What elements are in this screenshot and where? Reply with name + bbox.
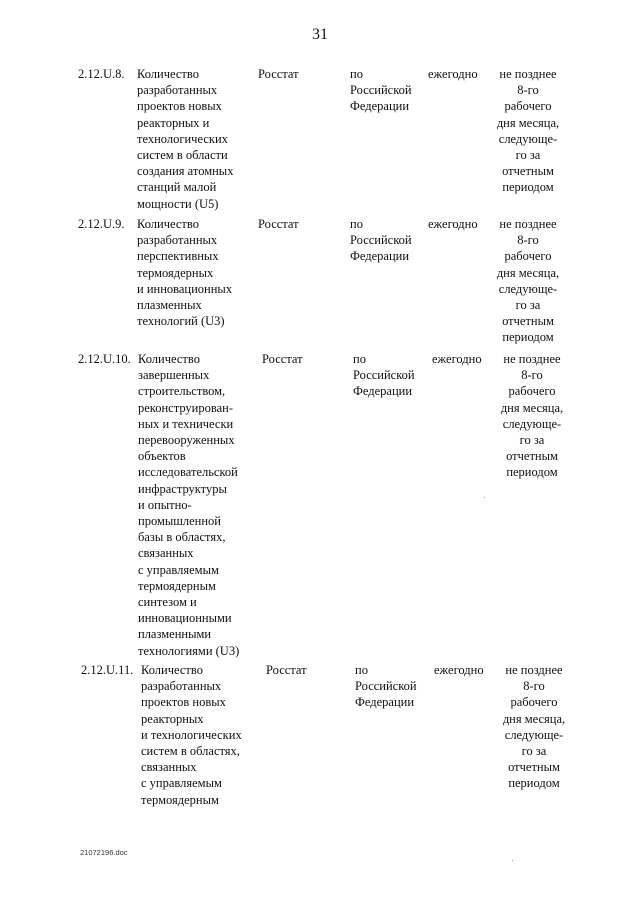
deadline-line: го за — [515, 298, 541, 313]
deadline-line: периодом — [502, 180, 554, 195]
deadline-line: дня месяца, — [496, 115, 560, 130]
aggregation-level-line: Российской — [355, 679, 417, 694]
deadline-line: рабочего — [508, 384, 556, 399]
data-source: Росстат — [266, 663, 307, 677]
deadline-line: отчетным — [502, 164, 554, 179]
deadline-line: 8-го — [517, 83, 539, 98]
indicator-number: 2.12.U.8. — [78, 67, 125, 81]
submission-deadline — [490, 351, 574, 481]
aggregation-level — [353, 351, 415, 400]
indicator-name-line: инфраструктуры — [138, 481, 227, 496]
indicator-number: 2.12.U.11. — [81, 663, 134, 677]
indicator-name-line: разработанных — [137, 83, 218, 98]
aggregation-level-line: Российской — [353, 368, 415, 383]
indicator-name-line: мощности (U5) — [137, 196, 219, 211]
deadline-line: дня месяца, — [496, 265, 560, 280]
indicator-name-line: и опытно- — [138, 497, 192, 512]
indicator-name-line: с управляемым — [141, 776, 222, 791]
aggregation-level-line: по — [350, 217, 363, 231]
deadline-line: не позднее — [499, 217, 557, 231]
deadline-line: отчетным — [502, 314, 554, 329]
indicator-name-line: Количество — [141, 663, 203, 677]
indicator-name-line: реакторных и — [137, 115, 210, 130]
indicator-name-line: строительством, — [138, 384, 226, 399]
deadline-line: отчетным — [506, 449, 558, 464]
deadline-line: периодом — [508, 776, 560, 791]
indicator-name-line: термоядерным — [138, 578, 216, 593]
indicator-name-line: с управляемым — [138, 562, 219, 577]
deadline-line: го за — [521, 744, 547, 759]
deadline-line: рабочего — [510, 695, 558, 710]
deadline-line: рабочего — [504, 99, 552, 114]
scan-speck — [512, 860, 513, 861]
indicator-name-line: технологиями (U3) — [138, 643, 240, 658]
indicator-name-line: ных и технически — [138, 416, 234, 431]
indicator-number: 2.12.U.9. — [78, 217, 125, 231]
indicator-name — [141, 662, 242, 808]
deadline-line: го за — [519, 433, 545, 448]
aggregation-level-line: Федерации — [353, 384, 413, 399]
indicator-name-line: и инновационных — [137, 281, 233, 296]
deadline-line: дня месяца, — [500, 400, 564, 415]
indicator-name-line: завершенных — [138, 368, 210, 383]
indicator-name-line: систем в областях, — [141, 744, 240, 759]
indicator-name-line: базы в областях, — [138, 530, 226, 545]
indicator-name-line: синтезом и — [138, 595, 197, 610]
indicator-name-line: перспективных — [137, 249, 219, 264]
indicator-name-line: термоядерных — [137, 265, 214, 280]
submission-deadline — [486, 66, 570, 196]
submission-deadline — [486, 216, 570, 346]
data-source: Росстат — [258, 67, 299, 81]
indicator-name-line: Количество — [138, 352, 200, 366]
indicator-name-line: реакторных — [141, 711, 204, 726]
deadline-line: не позднее — [505, 663, 563, 677]
indicator-name-line: станций малой — [137, 180, 217, 195]
indicator-name — [137, 216, 232, 329]
indicator-name-line: плазменных — [137, 298, 202, 313]
indicator-name — [138, 351, 239, 659]
deadline-line: 8-го — [517, 233, 539, 248]
indicator-name-line: объектов — [138, 449, 186, 464]
deadline-line: периодом — [506, 465, 558, 480]
indicator-name-line: и технологических — [141, 727, 242, 742]
indicator-name-line: инновационными — [138, 611, 232, 626]
aggregation-level-line: Российской — [350, 233, 412, 248]
deadline-line: 8-го — [523, 679, 545, 694]
deadline-line: не позднее — [499, 67, 557, 81]
indicator-name-line: создания атомных — [137, 164, 234, 179]
indicator-name-line: исследовательской — [138, 465, 238, 480]
aggregation-level-line: по — [353, 352, 366, 366]
periodicity: ежегодно — [428, 217, 478, 231]
indicator-name-line: Количество — [137, 217, 199, 231]
page-number: 31 — [312, 26, 328, 43]
periodicity: ежегодно — [434, 663, 484, 677]
indicator-name-line: реконструирован- — [138, 400, 234, 415]
periodicity: ежегодно — [432, 352, 482, 366]
indicator-name-line: проектов новых — [137, 99, 222, 114]
deadline-line: периодом — [502, 330, 554, 345]
deadline-line: отчетным — [508, 760, 560, 775]
indicator-name-line: промышленной — [138, 514, 221, 529]
deadline-line: следующе- — [498, 281, 558, 296]
indicator-name-line: термоядерным — [141, 792, 219, 807]
aggregation-level — [350, 66, 412, 115]
indicator-name-line: связанных — [141, 760, 197, 775]
data-source: Росстат — [262, 352, 303, 366]
deadline-line: рабочего — [504, 249, 552, 264]
deadline-line: следующе- — [502, 416, 562, 431]
aggregation-level — [355, 662, 417, 711]
indicator-number: 2.12.U.10. — [78, 352, 131, 366]
deadline-line: следующе- — [498, 131, 558, 146]
deadline-line: дня месяца, — [502, 711, 566, 726]
indicator-name-line: проектов новых — [141, 695, 226, 710]
indicator-name-line: плазменными — [138, 627, 212, 642]
indicator-name-line: Количество — [137, 67, 199, 81]
indicator-name-line: технологий (U3) — [137, 314, 225, 329]
deadline-line: следующе- — [504, 727, 564, 742]
aggregation-level-line: Федерации — [350, 249, 410, 264]
data-source: Росстат — [258, 217, 299, 231]
indicator-name-line: перевооруженных — [138, 433, 235, 448]
aggregation-level-line: по — [355, 663, 368, 677]
deadline-line: 8-го — [521, 368, 543, 383]
deadline-line: не позднее — [503, 352, 561, 366]
indicator-name-line: систем в области — [137, 148, 228, 163]
aggregation-level-line: по — [350, 67, 363, 81]
aggregation-level-line: Федерации — [355, 695, 415, 710]
indicator-name-line: связанных — [138, 546, 194, 561]
aggregation-level-line: Российской — [350, 83, 412, 98]
scan-speck — [484, 497, 485, 498]
periodicity: ежегодно — [428, 67, 478, 81]
deadline-line: го за — [515, 148, 541, 163]
indicator-name-line: разработанных — [141, 679, 222, 694]
submission-deadline — [492, 662, 576, 792]
aggregation-level-line: Федерации — [350, 99, 410, 114]
indicator-name-line: разработанных — [137, 233, 218, 248]
aggregation-level — [350, 216, 412, 265]
document-filename: 21072196.doc — [80, 848, 128, 857]
indicator-name-line: технологических — [137, 131, 228, 146]
indicator-name — [137, 66, 233, 212]
